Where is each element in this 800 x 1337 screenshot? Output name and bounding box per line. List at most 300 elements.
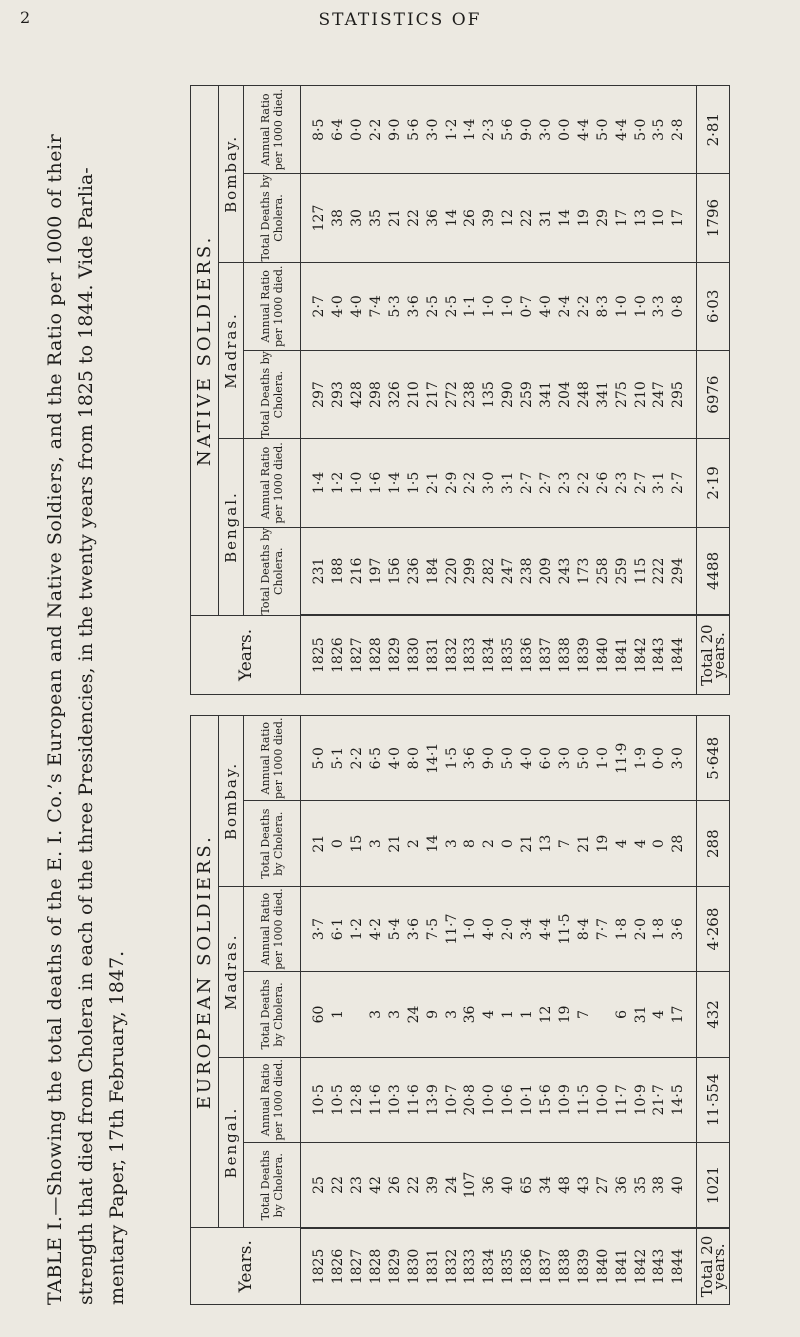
total-years-label: Total 20 years.: [697, 1228, 730, 1305]
madras-ratio-cell: 0·7: [518, 262, 537, 350]
madras-ratio-cell: 2·2: [574, 262, 593, 350]
bombay-deaths-cell: 31: [537, 174, 556, 262]
bombay-ratio-cell: 5·6: [404, 86, 423, 174]
bengal-ratio-cell: 3·1: [650, 439, 669, 527]
bombay-deaths-cell: 7: [556, 801, 575, 886]
bengal-ratio-cell: 2·7: [669, 439, 688, 527]
year-cell: 1840: [593, 615, 612, 694]
bombay-deaths-cell: 14: [423, 801, 442, 886]
bombay-ratio-cell: 5·0: [593, 86, 612, 174]
madras-deaths-cell: [348, 972, 367, 1057]
bengal-deaths-cell: 115: [631, 527, 650, 615]
table-row: [480, 716, 499, 1305]
bombay-ratio-cell: 1·4: [461, 86, 480, 174]
madras-deaths-cell: 272: [442, 350, 461, 438]
bombay-ratio-cell: 1·0: [593, 716, 612, 801]
page-number: 2: [20, 8, 31, 27]
madras-ratio-cell: 4·0: [348, 262, 367, 350]
bombay-ratio-cell: 0·0: [650, 716, 669, 801]
year-cell: 1825: [310, 1228, 329, 1305]
bengal-total-ratio: 11·554: [697, 1057, 730, 1142]
bengal-ratio-cell: 3·0: [480, 439, 499, 527]
bengal-deaths-cell: 236: [404, 527, 423, 615]
bengal-ratio-cell: 1·4: [310, 439, 329, 527]
table-row: [404, 86, 423, 695]
bengal-deaths-cell: 220: [442, 527, 461, 615]
bengal-deaths-cell: 188: [329, 527, 348, 615]
bombay-ratio-cell: 6·0: [537, 716, 556, 801]
year-cell: 1830: [404, 615, 423, 694]
madras-ratio-cell: 3·4: [518, 886, 537, 971]
bombay-deaths-cell: 14: [556, 174, 575, 262]
bengal-deaths-cell: 48: [556, 1143, 575, 1228]
madras-deaths-header: Total Deaths by Cholera.: [243, 972, 301, 1057]
table-row: [442, 86, 461, 695]
bengal-deaths-cell: 209: [537, 527, 556, 615]
madras-ratio-cell: 7·7: [593, 886, 612, 971]
madras-deaths-cell: 293: [329, 350, 348, 438]
year-cell: 1833: [461, 1228, 480, 1305]
bombay-ratio-cell: 3·0: [556, 716, 575, 801]
table-row: [348, 716, 367, 1305]
bengal-total-deaths: 4488: [697, 527, 730, 615]
bengal-deaths-cell: 24: [442, 1143, 461, 1228]
bengal-ratio-cell: 20·8: [461, 1057, 480, 1142]
bengal-ratio-header: Annual Ratio per 1000 died.: [243, 1057, 301, 1142]
table-row: [669, 86, 688, 695]
rotated-table-block: [40, 85, 760, 1305]
bombay-ratio-cell: 8·5: [310, 86, 329, 174]
madras-deaths-cell: 4: [480, 972, 499, 1057]
madras-deaths-cell: 135: [480, 350, 499, 438]
bombay-deaths-cell: 22: [518, 174, 537, 262]
madras-ratio-cell: 3·6: [404, 886, 423, 971]
years-header: Years.: [191, 1228, 301, 1305]
bombay-deaths-cell: 35: [366, 174, 385, 262]
year-cell: 1827: [348, 615, 367, 694]
madras-ratio-cell: 1·1: [461, 262, 480, 350]
bombay-ratio-cell: 6·4: [329, 86, 348, 174]
caption-line-1: TABLE I.—Showing the total deaths of the E. I. Co.’s European and Native Soldiers, and the Ratio per 1000 of their: [44, 133, 66, 1305]
bombay-ratio-header: Annual Ratio per 1000 died.: [243, 86, 301, 174]
table-row: [631, 716, 650, 1305]
bengal-deaths-cell: 299: [461, 527, 480, 615]
table-row: [461, 86, 480, 695]
table-row: [499, 86, 518, 695]
year-cell: 1832: [442, 1228, 461, 1305]
madras-ratio-cell: 1·0: [461, 886, 480, 971]
bengal-ratio-cell: 1·0: [348, 439, 367, 527]
bombay-ratio-cell: 5·0: [631, 86, 650, 174]
bombay-ratio-cell: 6·5: [366, 716, 385, 801]
bombay-deaths-cell: 0: [650, 801, 669, 886]
madras-ratio-cell: 2·0: [631, 886, 650, 971]
year-cell: 1826: [329, 1228, 348, 1305]
bombay-deaths-cell: 36: [423, 174, 442, 262]
table-row: [366, 86, 385, 695]
bengal-deaths-cell: 42: [366, 1143, 385, 1228]
bombay-ratio-cell: 4·4: [574, 86, 593, 174]
bengal-header: Bengal.: [219, 439, 243, 616]
table-row: [348, 86, 367, 695]
table-row: [423, 86, 442, 695]
madras-total-ratio: 4·268: [697, 886, 730, 971]
bombay-total-deaths: 288: [697, 801, 730, 886]
year-cell: 1831: [423, 615, 442, 694]
bombay-ratio-cell: 14·1: [423, 716, 442, 801]
madras-ratio-cell: 1·0: [631, 262, 650, 350]
bombay-ratio-cell: 3·0: [537, 86, 556, 174]
madras-deaths-cell: 204: [556, 350, 575, 438]
year-cell: 1834: [480, 1228, 499, 1305]
bombay-deaths-cell: 0: [329, 801, 348, 886]
bengal-ratio-cell: 11·7: [612, 1057, 631, 1142]
table-row: [537, 716, 556, 1305]
madras-deaths-cell: 7: [574, 972, 593, 1057]
table-row: [310, 716, 329, 1305]
table-row: [650, 86, 669, 695]
madras-header: Madras.: [219, 886, 243, 1057]
table-row: [556, 716, 575, 1305]
year-cell: 1843: [650, 1228, 669, 1305]
madras-deaths-cell: 6: [612, 972, 631, 1057]
bengal-ratio-cell: 11·6: [404, 1057, 423, 1142]
bengal-ratio-cell: 15·6: [537, 1057, 556, 1142]
year-cell: 1841: [612, 615, 631, 694]
madras-ratio-cell: 1·0: [499, 262, 518, 350]
madras-ratio-cell: 3·7: [310, 886, 329, 971]
bombay-ratio-cell: 2·3: [480, 86, 499, 174]
bengal-ratio-cell: 2·6: [593, 439, 612, 527]
bengal-ratio-cell: 2·3: [612, 439, 631, 527]
bombay-deaths-cell: 17: [669, 174, 688, 262]
bombay-ratio-cell: 2·2: [348, 716, 367, 801]
bengal-deaths-cell: 26: [385, 1143, 404, 1228]
year-cell: 1831: [423, 1228, 442, 1305]
bengal-ratio-cell: 1·5: [404, 439, 423, 527]
bengal-ratio-cell: 10·5: [310, 1057, 329, 1142]
year-cell: 1839: [574, 615, 593, 694]
table-row: [329, 86, 348, 695]
bengal-header: Bengal.: [219, 1057, 243, 1228]
bengal-ratio-cell: 10·7: [442, 1057, 461, 1142]
year-cell: 1843: [650, 615, 669, 694]
year-cell: 1842: [631, 1228, 650, 1305]
bombay-deaths-cell: 22: [404, 174, 423, 262]
bengal-deaths-cell: 39: [423, 1143, 442, 1228]
madras-deaths-cell: 1: [329, 972, 348, 1057]
bengal-deaths-cell: 231: [310, 527, 329, 615]
bengal-ratio-cell: 2·2: [574, 439, 593, 527]
year-cell: 1836: [518, 1228, 537, 1305]
table-row: [385, 86, 404, 695]
bombay-total-ratio: 5·648: [697, 716, 730, 801]
madras-deaths-cell: 295: [669, 350, 688, 438]
bengal-ratio-cell: 3·1: [499, 439, 518, 527]
bombay-ratio-cell: 5·0: [310, 716, 329, 801]
table-row: [593, 86, 612, 695]
madras-deaths-cell: 210: [404, 350, 423, 438]
table-row: [518, 716, 537, 1305]
year-cell: 1833: [461, 615, 480, 694]
bombay-deaths-cell: 0: [499, 801, 518, 886]
bengal-deaths-cell: 107: [461, 1143, 480, 1228]
bombay-deaths-cell: 19: [574, 174, 593, 262]
bombay-ratio-cell: 0·0: [348, 86, 367, 174]
year-cell: 1825: [310, 615, 329, 694]
bombay-deaths-cell: 17: [612, 174, 631, 262]
bengal-ratio-cell: 10·9: [631, 1057, 650, 1142]
madras-ratio-cell: 7·5: [423, 886, 442, 971]
bengal-deaths-cell: 222: [650, 527, 669, 615]
totals-row: [697, 86, 730, 695]
table-row: [329, 716, 348, 1305]
bengal-total-deaths: 1021: [697, 1143, 730, 1228]
madras-ratio-cell: 11·5: [556, 886, 575, 971]
bombay-ratio-cell: 3·6: [461, 716, 480, 801]
bombay-deaths-cell: 8: [461, 801, 480, 886]
table-row: [310, 86, 329, 695]
bombay-ratio-cell: 5·1: [329, 716, 348, 801]
european-soldiers-table: [190, 715, 730, 1305]
madras-ratio-cell: 4·4: [537, 886, 556, 971]
madras-ratio-cell: 4·2: [366, 886, 385, 971]
bombay-ratio-cell: 0·0: [556, 86, 575, 174]
madras-ratio-cell: 3·3: [650, 262, 669, 350]
bengal-deaths-cell: 25: [310, 1143, 329, 1228]
bombay-deaths-cell: 30: [348, 174, 367, 262]
madras-ratio-cell: 2·0: [499, 886, 518, 971]
bombay-header: Bombay.: [219, 86, 243, 263]
table-row: [385, 716, 404, 1305]
madras-ratio-cell: 4·0: [329, 262, 348, 350]
bengal-deaths-cell: 36: [612, 1143, 631, 1228]
madras-ratio-cell: 0·8: [669, 262, 688, 350]
bengal-deaths-header: Total Deaths by Cholera.: [243, 527, 301, 615]
madras-ratio-cell: 1·8: [612, 886, 631, 971]
madras-total-ratio: 6·03: [697, 262, 730, 350]
madras-deaths-cell: 210: [631, 350, 650, 438]
madras-deaths-cell: 1: [518, 972, 537, 1057]
bombay-ratio-cell: 2·8: [669, 86, 688, 174]
bengal-ratio-cell: 2·2: [461, 439, 480, 527]
table-row: [423, 716, 442, 1305]
bengal-ratio-cell: 10·5: [329, 1057, 348, 1142]
total-years-label: Total 20 years.: [697, 615, 730, 694]
bengal-deaths-cell: 65: [518, 1143, 537, 1228]
year-cell: 1842: [631, 615, 650, 694]
bombay-deaths-cell: 14: [442, 174, 461, 262]
madras-deaths-cell: 238: [461, 350, 480, 438]
bengal-ratio-cell: 10·0: [480, 1057, 499, 1142]
bengal-deaths-cell: 36: [480, 1143, 499, 1228]
bengal-deaths-cell: 156: [385, 527, 404, 615]
madras-deaths-cell: 3: [366, 972, 385, 1057]
bombay-deaths-cell: 13: [631, 174, 650, 262]
madras-deaths-cell: 326: [385, 350, 404, 438]
bombay-deaths-cell: 26: [461, 174, 480, 262]
madras-ratio-cell: 5·3: [385, 262, 404, 350]
bombay-deaths-cell: 13: [537, 801, 556, 886]
totals-row: [697, 716, 730, 1305]
table-row: [518, 86, 537, 695]
bengal-ratio-cell: 14·5: [669, 1057, 688, 1142]
bombay-ratio-cell: 3·0: [423, 86, 442, 174]
bengal-deaths-cell: 23: [348, 1143, 367, 1228]
madras-ratio-cell: 1·0: [480, 262, 499, 350]
caption-line-2: strength that died from Cholera in each of the three Presidencies, in the twenty years from 1825 to 1844. Vide Parlia-: [75, 167, 97, 1305]
madras-deaths-cell: 290: [499, 350, 518, 438]
bombay-deaths-cell: 2: [404, 801, 423, 886]
bombay-ratio-cell: 9·0: [385, 86, 404, 174]
year-cell: 1838: [556, 615, 575, 694]
table-row: [593, 716, 612, 1305]
bombay-ratio-cell: 9·0: [518, 86, 537, 174]
bombay-ratio-cell: 3·5: [650, 86, 669, 174]
madras-ratio-cell: 2·4: [556, 262, 575, 350]
bengal-deaths-cell: 173: [574, 527, 593, 615]
year-cell: 1830: [404, 1228, 423, 1305]
bombay-deaths-cell: 38: [329, 174, 348, 262]
bengal-ratio-cell: 10·3: [385, 1057, 404, 1142]
bengal-deaths-cell: 40: [669, 1143, 688, 1228]
table-row: [480, 86, 499, 695]
year-cell: 1837: [537, 615, 556, 694]
bengal-deaths-cell: 282: [480, 527, 499, 615]
bombay-deaths-cell: 2: [480, 801, 499, 886]
madras-deaths-cell: 3: [442, 972, 461, 1057]
bombay-total-deaths: 1796: [697, 174, 730, 262]
bombay-ratio-cell: 1·9: [631, 716, 650, 801]
madras-ratio-cell: 2·7: [310, 262, 329, 350]
bombay-deaths-cell: 21: [310, 801, 329, 886]
bombay-deaths-cell: 21: [385, 174, 404, 262]
bombay-deaths-cell: 21: [518, 801, 537, 886]
table-row: [669, 716, 688, 1305]
year-cell: 1837: [537, 1228, 556, 1305]
bombay-deaths-cell: 3: [442, 801, 461, 886]
bengal-deaths-cell: 243: [556, 527, 575, 615]
year-cell: 1844: [669, 615, 688, 694]
table-row: [537, 86, 556, 695]
bengal-deaths-cell: 238: [518, 527, 537, 615]
madras-ratio-cell: 5·4: [385, 886, 404, 971]
bombay-deaths-cell: 21: [574, 801, 593, 886]
bombay-ratio-cell: 5·0: [574, 716, 593, 801]
madras-deaths-cell: 297: [310, 350, 329, 438]
year-cell: 1828: [366, 615, 385, 694]
madras-ratio-cell: 6·1: [329, 886, 348, 971]
bengal-total-ratio: 2·19: [697, 439, 730, 527]
year-cell: 1829: [385, 1228, 404, 1305]
madras-deaths-cell: 341: [593, 350, 612, 438]
bombay-deaths-header: Total Deaths by Cholera.: [243, 174, 301, 262]
madras-deaths-cell: 248: [574, 350, 593, 438]
madras-deaths-cell: 60: [310, 972, 329, 1057]
year-cell: 1844: [669, 1228, 688, 1305]
madras-ratio-cell: 4·0: [480, 886, 499, 971]
madras-deaths-cell: 12: [537, 972, 556, 1057]
madras-ratio-header: Annual Ratio per 1000 died.: [243, 262, 301, 350]
year-cell: 1835: [499, 615, 518, 694]
madras-deaths-cell: [593, 972, 612, 1057]
table-row: [499, 716, 518, 1305]
bengal-ratio-cell: 10·9: [556, 1057, 575, 1142]
native-title: NATIVE SOLDIERS.: [191, 86, 219, 616]
bengal-deaths-cell: 43: [574, 1143, 593, 1228]
madras-deaths-cell: 428: [348, 350, 367, 438]
bombay-ratio-cell: 4·4: [612, 86, 631, 174]
bengal-ratio-cell: 12·8: [348, 1057, 367, 1142]
bengal-ratio-cell: 2·7: [518, 439, 537, 527]
madras-deaths-cell: 36: [461, 972, 480, 1057]
bengal-deaths-cell: 40: [499, 1143, 518, 1228]
bombay-deaths-cell: 21: [385, 801, 404, 886]
madras-ratio-cell: 2·5: [423, 262, 442, 350]
bengal-deaths-cell: 247: [499, 527, 518, 615]
year-cell: 1841: [612, 1228, 631, 1305]
bombay-ratio-cell: 4·0: [385, 716, 404, 801]
table-row: [612, 716, 631, 1305]
bombay-deaths-cell: 127: [310, 174, 329, 262]
bombay-deaths-cell: 4: [631, 801, 650, 886]
madras-deaths-header: Total Deaths by Cholera.: [243, 350, 301, 438]
bengal-ratio-cell: 1·6: [366, 439, 385, 527]
bengal-deaths-cell: 22: [329, 1143, 348, 1228]
bombay-deaths-cell: 15: [348, 801, 367, 886]
bombay-ratio-cell: 11·9: [612, 716, 631, 801]
bengal-ratio-cell: 2·9: [442, 439, 461, 527]
tables-area: [190, 85, 730, 1305]
bombay-deaths-cell: 4: [612, 801, 631, 886]
bengal-deaths-cell: 197: [366, 527, 385, 615]
madras-deaths-cell: 17: [669, 972, 688, 1057]
bombay-deaths-cell: 39: [480, 174, 499, 262]
bombay-deaths-header: Total Deaths by Cholera.: [243, 801, 301, 886]
bombay-ratio-cell: 2·2: [366, 86, 385, 174]
year-cell: 1836: [518, 615, 537, 694]
madras-ratio-cell: 3·6: [669, 886, 688, 971]
bombay-ratio-cell: 3·0: [669, 716, 688, 801]
bengal-deaths-cell: 38: [650, 1143, 669, 1228]
bombay-header: Bombay.: [219, 716, 243, 887]
madras-header: Madras.: [219, 262, 243, 439]
madras-deaths-cell: 341: [537, 350, 556, 438]
year-cell: 1839: [574, 1228, 593, 1305]
year-cell: 1840: [593, 1228, 612, 1305]
bombay-deaths-cell: 29: [593, 174, 612, 262]
madras-deaths-cell: 247: [650, 350, 669, 438]
table-row: [366, 716, 385, 1305]
bengal-deaths-cell: 294: [669, 527, 688, 615]
bombay-ratio-cell: 5·6: [499, 86, 518, 174]
running-head: STATISTICS OF: [318, 10, 482, 30]
bengal-ratio-cell: 1·4: [385, 439, 404, 527]
year-cell: 1838: [556, 1228, 575, 1305]
bombay-ratio-cell: 5·0: [499, 716, 518, 801]
table-caption: [40, 85, 133, 1305]
year-cell: 1827: [348, 1228, 367, 1305]
bengal-deaths-cell: 22: [404, 1143, 423, 1228]
table-row: [404, 716, 423, 1305]
table-row: [556, 86, 575, 695]
bengal-deaths-header: Total Deaths by Cholera.: [243, 1143, 301, 1228]
madras-deaths-cell: 4: [650, 972, 669, 1057]
madras-deaths-cell: 24: [404, 972, 423, 1057]
madras-deaths-cell: 298: [366, 350, 385, 438]
madras-ratio-cell: 1·8: [650, 886, 669, 971]
bengal-deaths-cell: 34: [537, 1143, 556, 1228]
